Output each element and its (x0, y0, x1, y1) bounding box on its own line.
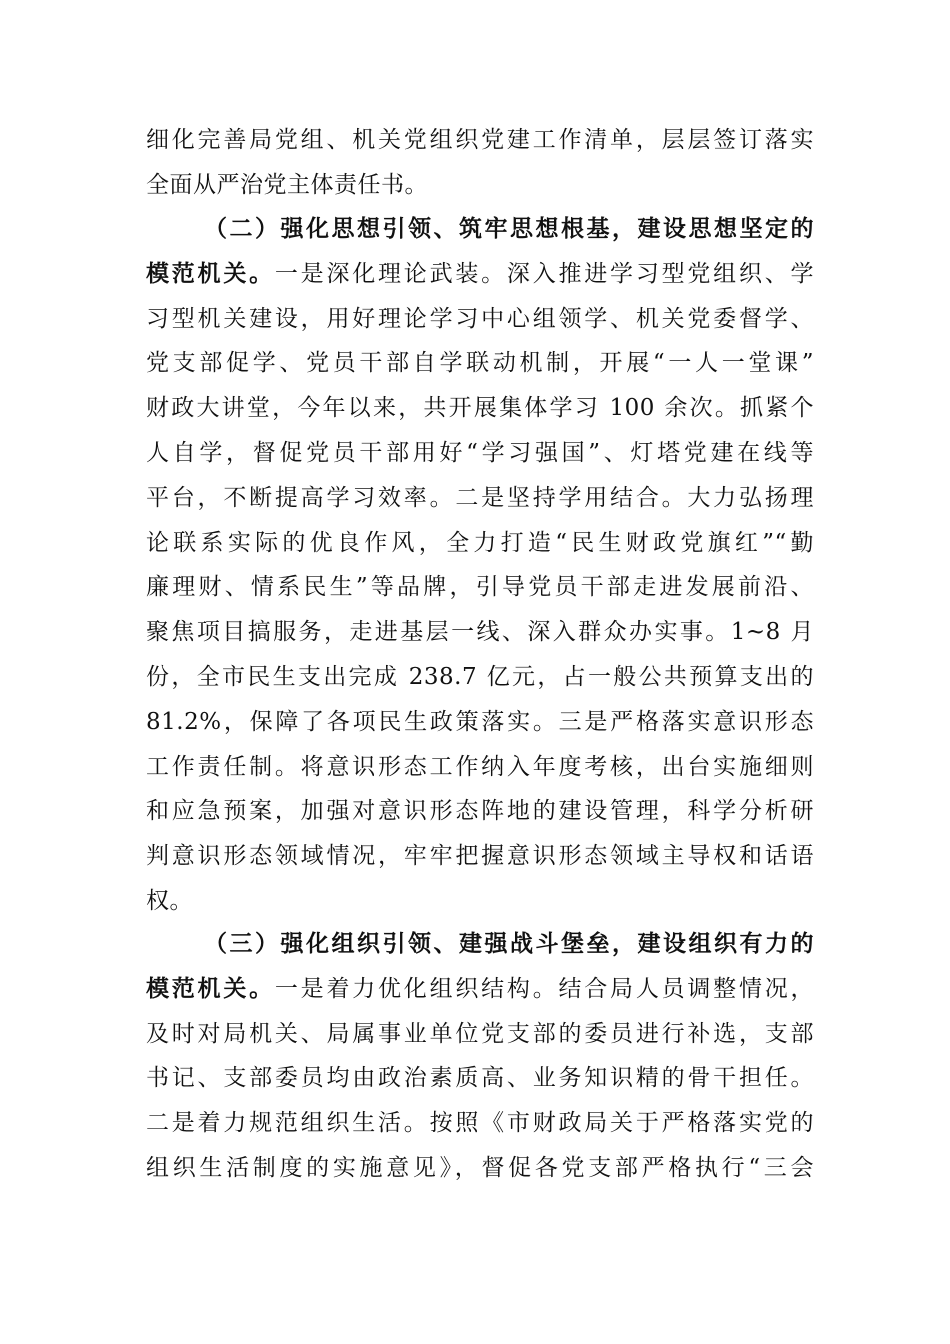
text-line: 二是着力规范组织生活。按照《市财政局关于严格落实党的 (146, 1110, 814, 1137)
text-line: 书记、支部委员均由政治素质高、业务知识精的骨干担任。 (146, 1065, 814, 1092)
text-line: 聚焦项目搞服务，走进基层一线、深入群众办实事。1~8 月 (146, 619, 814, 646)
section-heading-2: （二）强化思想引领、筑牢思想根基，建设思想坚定的 (204, 215, 814, 242)
paragraph-3 (146, 922, 814, 1191)
text-line: 全面从严治党主体责任书。 (146, 171, 428, 198)
text-line: 权。 (146, 887, 193, 914)
text-line: 论联系实际的优良作风，全力打造“民生财政党旗红”“勤 (146, 529, 814, 556)
text-line: 细化完善局党组、机关党组织党建工作清单，层层签订落实 (146, 127, 814, 153)
heading-continuation: 模范机关。 (146, 259, 275, 287)
text-span: 一是着力优化组织结构。结合局人员调整情况， (274, 975, 815, 1002)
text-line: 判意识形态领域情况，牢牢把握意识形态领域主导权和话语 (146, 843, 814, 870)
text-line: 和应急预案，加强对意识形态阵地的建设管理，科学分析研 (146, 798, 814, 825)
text-line: 党支部促学、党员干部自学联动机制，开展“一人一堂课” (146, 350, 814, 377)
text-line: 廉理财、情系民生”等品牌，引导党员干部走进发展前沿、 (146, 574, 814, 601)
paragraph-2 (146, 207, 814, 924)
text-line: 工作责任制。将意识形态工作纳入年度考核，出台实施细则 (146, 753, 814, 780)
text-line: 财政大讲堂，今年以来，共开展集体学习 100 余次。抓紧个 (146, 395, 814, 422)
text-line: 习型机关建设，用好理论学习中心组领学、机关党委督学、 (146, 305, 814, 332)
heading-continuation: 模范机关。 (146, 974, 275, 1002)
text-line: 81.2%，保障了各项民生政策落实。三是严格落实意识形态 (146, 708, 814, 735)
text-line (146, 967, 814, 1012)
text-line: 平台，不断提高学习效率。二是坚持学用结合。大力弘扬理 (146, 484, 814, 511)
text-line: 份，全市民生支出完成 238.7 亿元，占一般公共预算支出的 (146, 663, 814, 690)
text-line (146, 252, 814, 297)
text-line: 组织生活制度的实施意见》，督促各党支部严格执行“三会 (146, 1154, 814, 1181)
section-heading-3: （三）强化组织引领、建强战斗堡垒，建设组织有力的 (204, 930, 814, 957)
text-line: 人自学，督促党员干部用好“学习强国”、灯塔党建在线等 (146, 439, 814, 466)
text-span: 一是深化理论武装。深入推进学习型党组织、学 (274, 260, 815, 287)
paragraph-1 (146, 118, 814, 208)
text-line: 及时对局机关、局属事业单位党支部的委员进行补选，支部 (146, 1020, 814, 1047)
